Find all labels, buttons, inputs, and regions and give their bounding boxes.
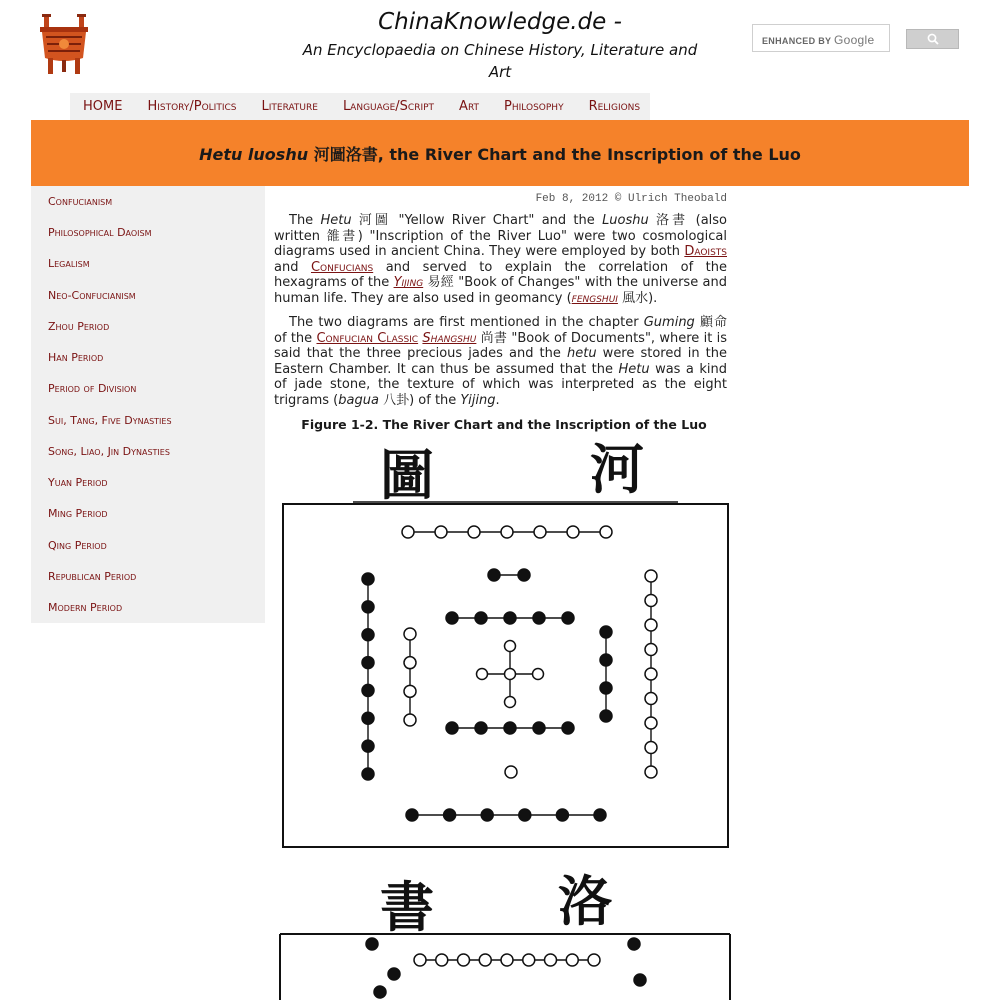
yang-dot [501,526,513,538]
text: and [274,259,311,275]
yin-dot [518,569,530,581]
sidebar-item-republican-period[interactable]: Republican Period [48,570,137,583]
sidebar-item-period-of-division[interactable]: Period of Division [48,382,137,395]
yin-dot [600,682,612,694]
main-nav [70,93,650,120]
site-subtitle: An Encyclopaedia on Chinese History, Literature and Art [302,41,698,81]
yin-dot [562,722,574,734]
paragraph-1-text [274,213,727,307]
nav-religions[interactable]: Religions [588,99,641,114]
yin-dot [362,740,374,752]
yin-dot [362,768,374,780]
yang-dot [505,669,516,680]
term-luoshu: Luoshu [602,213,649,228]
sidebar-item-legalism[interactable]: Legalism [48,257,90,270]
term-bagua: bagua [338,392,379,408]
bronze-cauldron-icon [36,12,92,76]
yang-dot [588,954,600,966]
yin-dot [481,809,493,821]
yang-dot [600,526,612,538]
nav-literature[interactable]: Literature [261,99,318,114]
yin-dot [533,612,545,624]
page-banner [31,120,969,186]
link-yijing[interactable]: Yijing [393,275,424,291]
figure-top-char-2: 河 [590,437,644,501]
yang-dot [545,954,557,966]
yin-dot [406,809,418,821]
text: 顧命 of the [274,315,727,346]
luoshu-marks [366,938,646,998]
text: 風水). [617,290,658,306]
yang-dot [404,628,416,640]
yang-dot [501,954,513,966]
text: 八卦) of the [378,392,461,408]
sidebar-item-qing-period[interactable]: Qing Period [48,539,107,552]
yang-dot [477,669,488,680]
yang-dot [479,954,491,966]
yin-dot [446,612,458,624]
sidebar-item-han-period[interactable]: Han Period [48,351,104,364]
yang-dot [404,685,416,697]
link-confucians[interactable]: Confucians [310,259,374,275]
site-logo[interactable] [36,12,92,76]
sidebar-item-yuan-period[interactable]: Yuan Period [48,476,108,489]
sidebar-item-song-liao-jin[interactable]: Song, Liao, Jin Dynasties [48,445,170,458]
yang-dot [645,619,657,631]
sidebar-item-sui-tang-five-dynasties[interactable]: Sui, Tang, Five Dynasties [48,414,172,427]
yin-dot [444,809,456,821]
link-confucian-classic[interactable]: Confucian Classic [316,330,419,346]
nav-philosophy[interactable]: Philosophy [504,99,564,114]
yang-dot [645,595,657,607]
yin-dot [504,722,516,734]
term-yijing: Yijing [460,392,496,408]
yang-dot [645,742,657,754]
yin-dot [628,938,640,950]
sidebar-item-neo-confucianism[interactable]: Neo-Confucianism [48,289,136,302]
yin-dot [594,809,606,821]
yang-dot [402,526,414,538]
text: 易經 "Book of Changes" with the universe and human life. They are also used in geomancy ( [274,275,727,306]
figure-top-char-1: 圖 [380,443,434,507]
text: The [289,213,321,228]
yin-dot [362,573,374,585]
text: 洛書 (also written 雒書) "Inscription of the River Luo" were two cosmological diagrams used in ancient China. They were employed by both [274,213,727,260]
yang-dot [645,668,657,680]
yin-dot [600,710,612,722]
sidebar-item-zhou-period[interactable]: Zhou Period [48,320,110,333]
figure-caption: Figure 1-2. The River Chart and the Inscription of the Luo [301,417,707,432]
search-placeholder-prefix: ENHANCED BY [762,36,832,46]
yin-dot [488,569,500,581]
sidebar-item-confucianism[interactable]: Confucianism [48,195,113,208]
link-daoists[interactable]: Daoists [684,244,727,260]
sidebar-item-ming-period[interactable]: Ming Period [48,507,108,520]
yang-dot [566,954,578,966]
yin-dot [362,629,374,641]
yin-dot [362,684,374,696]
yang-dot [468,526,480,538]
text: 河圖 "Yellow River Chart" and the [351,213,603,228]
term-hetu: Hetu [320,213,352,228]
hetu-luoshu-diagram [268,436,744,1000]
yang-dot [458,954,470,966]
nav-home[interactable]: HOME [83,99,123,114]
yin-dot [533,722,545,734]
search-button[interactable] [906,29,959,49]
yin-dot [475,612,487,624]
sidebar [31,186,265,623]
text: were stored in the Eastern Chamber. It can thus be assumed that the [274,346,727,377]
link-fengshui[interactable]: fengshui [571,290,618,306]
search-placeholder [762,33,874,47]
yang-dot [645,570,657,582]
page-title-italic: Hetu luoshu [199,144,309,164]
yin-dot [519,809,531,821]
figure-bottom-char-2: 洛 [558,869,612,933]
yang-dot [534,526,546,538]
yin-dot [374,986,386,998]
paragraph-2 [274,315,727,409]
term-hetu: Hetu [618,361,650,377]
page-title-chinese: 河圖洛書 [313,144,378,164]
yin-dot [362,601,374,613]
yang-dot [435,526,447,538]
yang-dot [505,641,516,652]
yin-dot [446,722,458,734]
term-hetu: hetu [567,346,597,362]
yang-dot [645,717,657,729]
yin-dot [634,974,646,986]
date-line: Feb 8, 2012 © Ulrich Theobald [535,193,727,205]
yang-dot [414,954,426,966]
yin-dot [504,612,516,624]
yin-dot [362,657,374,669]
yin-dot [366,938,378,950]
yang-dot [404,714,416,726]
yang-dot [533,669,544,680]
paragraph-1 [274,213,727,307]
yang-dot [505,766,517,778]
yin-dot [562,612,574,624]
text: 尚書 "Book of Documents", where it is said that the three precious jades and the [274,330,727,362]
yin-dot [475,722,487,734]
figure-bottom-char-1: 書 [380,875,434,939]
yin-dot [600,654,612,666]
yang-dot [404,657,416,669]
yang-dot [505,697,516,708]
hetu-marks [362,526,657,821]
paragraph-2-text [274,315,727,409]
yin-dot [362,712,374,724]
search-input[interactable] [752,24,890,52]
link-shangshu[interactable]: Shangshu [422,330,477,346]
yang-dot [567,526,579,538]
nav-language-script[interactable]: Language/Script [342,99,435,114]
nav-art[interactable]: Art [459,99,480,114]
text: and served to explain the correlation of the hexagrams of the [274,259,727,291]
yang-dot [645,693,657,705]
term-guming: Guming [643,315,695,330]
text: was a kind of jade stone, the texture of which was interpreted as the eight trigrams ( [274,361,727,408]
nav-history-politics[interactable]: History/Politics [147,99,237,114]
yang-dot [645,644,657,656]
yang-dot [645,766,657,778]
search-icon [927,33,939,45]
sidebar-item-philosophical-daoism[interactable]: Philosophical Daoism [48,226,152,239]
page-title-rest: , the River Chart and the Inscription of the Luo [377,144,801,164]
sidebar-item-modern-period[interactable]: Modern Period [48,601,123,614]
page-title [199,142,801,165]
yang-dot [523,954,535,966]
site-title-main[interactable]: ChinaKnowledge.de - [378,9,622,35]
site-title [300,8,700,83]
yang-dot [436,954,448,966]
river-chart-figure [268,436,744,1000]
text: The two diagrams are first mentioned in the chapter [289,315,644,330]
text: . [495,392,500,408]
yin-dot [556,809,568,821]
yin-dot [388,968,400,980]
yin-dot [600,626,612,638]
search-placeholder-brand: Google [833,33,875,47]
